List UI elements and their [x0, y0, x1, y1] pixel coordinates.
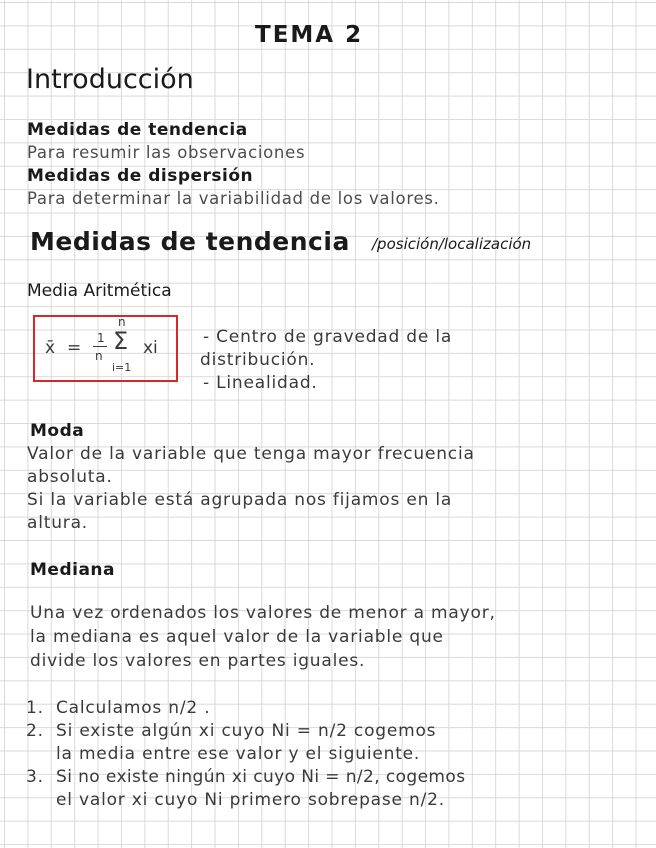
mediana-label: Mediana	[30, 560, 115, 580]
step-1-number: 1.	[26, 698, 44, 718]
formula-equals: =	[67, 338, 82, 358]
moda-line-1: Valor de la variable que tenga mayor frecuencia	[27, 444, 475, 464]
media-note-2: - Linealidad.	[203, 373, 318, 393]
mediana-line-2: la mediana es aquel valor de la variable que	[30, 627, 444, 647]
step-2-number: 2.	[26, 721, 44, 741]
step-2-text-2: la media entre ese valor y el siguiente.	[56, 744, 421, 764]
sigma-icon: Σ	[113, 327, 129, 355]
formula-frac-bar	[93, 346, 107, 347]
formula-sum-top: n	[118, 315, 126, 329]
formula-term: xi	[143, 338, 158, 358]
mediana-line-3: divide los valores en partes iguales.	[30, 651, 366, 671]
step-2-text-1: Si existe algún xi cuyo Ni = n/2 cogemos	[56, 721, 437, 741]
moda-line-2: absoluta.	[27, 467, 113, 487]
moda-line-4: altura.	[27, 513, 88, 533]
step-3-text-2: el valor xi cuyo Ni primero sobrepase n/2.	[56, 790, 445, 810]
formula-frac-num: 1	[97, 331, 105, 345]
tendencia-label: Medidas de tendencia	[27, 120, 248, 140]
tendencia-desc: Para resumir las observaciones	[27, 143, 306, 162]
dispersion-label: Medidas de dispersión	[27, 166, 254, 186]
formula-sum-bottom: i=1	[112, 361, 132, 374]
page-title: TEMA 2	[255, 22, 364, 48]
media-note-1b: distribución.	[200, 350, 316, 370]
dispersion-desc: Para determinar la variabilidad de los valores.	[27, 189, 440, 208]
step-1-text: Calculamos n/2 .	[56, 698, 211, 718]
formula-xbar: x̄	[45, 338, 56, 358]
step-3-text-1: Si no existe ningún xi cuyo Ni = n/2, cogemos	[56, 767, 466, 787]
media-formula-box	[33, 315, 178, 382]
intro-heading: Introducción	[26, 64, 194, 95]
formula-frac-den: n	[95, 349, 103, 363]
step-3-number: 3.	[26, 767, 44, 787]
media-note-1a: - Centro de gravedad de la	[203, 327, 453, 347]
moda-label: Moda	[30, 421, 85, 441]
moda-line-3: Si la variable está agrupada nos fijamos en la	[27, 490, 453, 510]
mediana-line-1: Una vez ordenados los valores de menor a mayor,	[30, 603, 496, 623]
section-subheading: /posición/localización	[372, 235, 532, 253]
section-heading: Medidas de tendencia	[30, 227, 350, 256]
media-label: Media Aritmética	[27, 281, 172, 301]
